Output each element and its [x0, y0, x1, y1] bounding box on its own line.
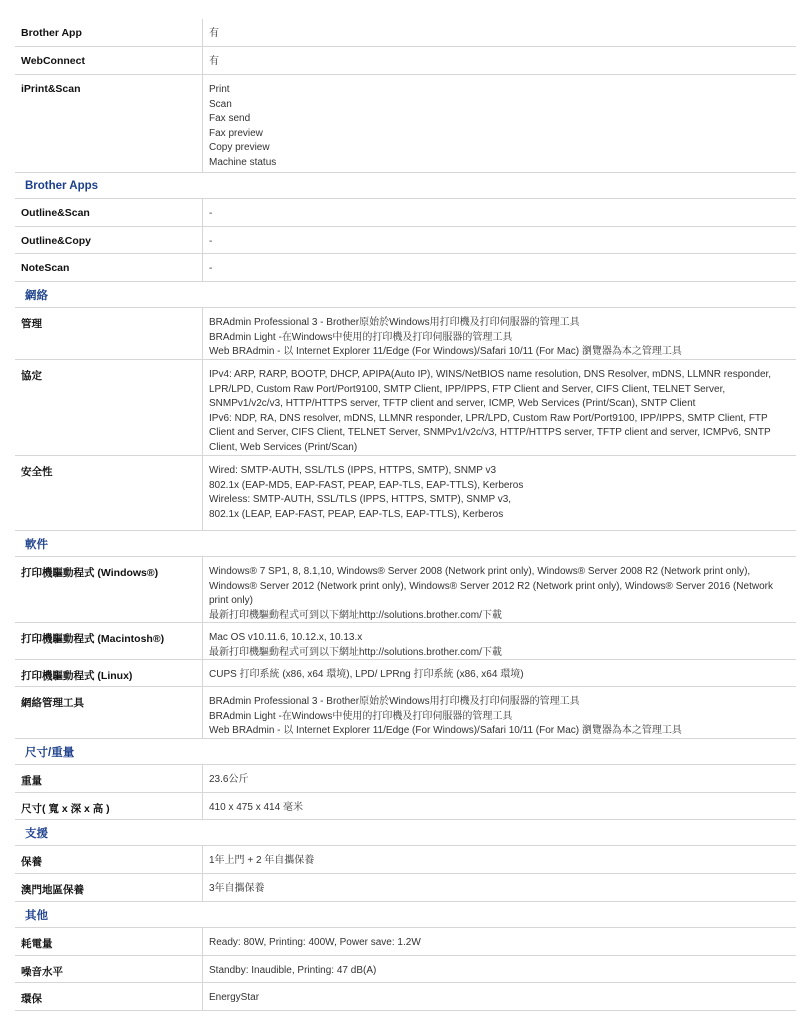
spec-value-line: CUPS 打印系統 (x86, x64 環境), LPD/ LPRng 打印系統 (x86, x64 環境)	[209, 669, 524, 680]
spec-label: 協定	[15, 360, 203, 455]
spec-label: 打印機驅動程式 (Linux)	[15, 660, 203, 686]
spec-value-line: Web BRAdmin - 以 Internet Explorer 11/Edge (For Windows)/Safari 10/11 (For Mac) 瀏覽器為本之管理工具	[209, 346, 682, 358]
spec-row	[15, 765, 796, 793]
spec-value-line: 1年上門 + 2 年自攜保養	[209, 855, 315, 866]
spec-value	[203, 928, 796, 955]
spec-value	[203, 47, 796, 74]
spec-value	[203, 874, 796, 901]
spec-value	[203, 227, 796, 253]
spec-value-line: 最新打印機驅動程式可到以下網址http://solutions.brother.com/下載	[209, 646, 502, 658]
spec-value	[203, 846, 796, 873]
spec-value-line: 3年自攜保養	[209, 883, 265, 894]
spec-row	[15, 846, 796, 874]
spec-value-line: BRAdmin Light -在Windows中使用的打印機及打印伺服器的管理工具	[209, 331, 513, 343]
spec-row	[15, 456, 796, 531]
spec-row	[15, 199, 796, 227]
spec-value	[203, 956, 796, 982]
spec-value	[203, 254, 796, 281]
spec-value	[203, 623, 796, 659]
spec-value-line: Wireless: SMTP-AUTH, SSL/TLS (IPPS, HTTPS, SMTP), SNMP v3,	[209, 494, 512, 506]
spec-value	[203, 75, 796, 172]
spec-value-line: -	[209, 263, 213, 274]
spec-value-line: Print	[209, 84, 230, 95]
spec-value-line: Fax send	[209, 113, 251, 125]
spec-label: iPrint&Scan	[15, 75, 203, 172]
spec-value-line: -	[209, 236, 213, 247]
spec-value-line: Copy preview	[209, 142, 270, 154]
spec-value-line: 802.1x (EAP-MD5, EAP-FAST, PEAP, EAP-TLS, EAP-TTLS), Kerberos	[209, 479, 524, 491]
spec-value-line: IPv6: NDP, RA, DNS resolver, mDNS, LLMNR responder, LPR/LPD, Custom Raw Port/Port9100, IPP/IPPS, SMTP Client, FTP Client and Server, CIFS Client, TELNET Server, SNMPv1/v2c/v3, HTTP/HTTPS server, TFTP client and server, ICMPv6, SNTP Client, Web Services (Print/Scan)	[209, 412, 771, 453]
spec-label: 管理	[15, 308, 203, 359]
spec-value-line: Web BRAdmin - 以 Internet Explorer 11/Edge (For Windows)/Safari 10/11 (For Mac) 瀏覽器為本之管理工具	[209, 725, 682, 737]
section-heading: 其他	[15, 902, 796, 928]
spec-label: WebConnect	[15, 47, 203, 74]
spec-value-line: IPv4: ARP, RARP, BOOTP, DHCP, APIPA(Auto IP), WINS/NetBIOS name resolution, DNS Resolver, mDNS, LLMNR responder, LPR/LPD, Custom Raw Port/Port9100, SMTP Client, IPP/IPPS, FTP Client and Server, CIFS Client, TELNET Server, SNMPv1/v2c/v3, HTTP/HTTPS server, TFTP client and server, ICMP, Web Services (Print/Scan), SNTP Client	[209, 369, 772, 410]
spec-value-line: -	[209, 208, 213, 219]
spec-row	[15, 956, 796, 983]
section-heading: 尺寸/重量	[15, 739, 796, 765]
section-heading: 網絡	[15, 282, 796, 308]
spec-value-line: BRAdmin Professional 3 - Brother原始於Windows用打印機及打印伺服器的管理工具	[209, 317, 580, 328]
spec-label: NoteScan	[15, 254, 203, 281]
spec-row	[15, 227, 796, 254]
spec-value	[203, 660, 796, 686]
spec-label: 安全性	[15, 456, 203, 530]
spec-label: 網絡管理工具	[15, 687, 203, 738]
section-heading: Brother Apps	[15, 173, 796, 199]
spec-value	[203, 983, 796, 1010]
spec-label: 打印機驅動程式 (Windows®)	[15, 557, 203, 622]
spec-value-line: EnergyStar	[209, 992, 260, 1003]
spec-row	[15, 254, 796, 282]
spec-row	[15, 874, 796, 902]
spec-value-line: BRAdmin Professional 3 - Brother原始於Windows用打印機及打印伺服器的管理工具	[209, 696, 580, 707]
spec-row	[15, 660, 796, 687]
spec-label: 環保	[15, 983, 203, 1010]
spec-table	[15, 19, 796, 1011]
spec-row	[15, 983, 796, 1011]
spec-row	[15, 793, 796, 820]
spec-label: Outline&Copy	[15, 227, 203, 253]
spec-value	[203, 456, 796, 530]
spec-value	[203, 199, 796, 226]
spec-value-line: Ready: 80W, Printing: 400W, Power save: 1.2W	[209, 937, 421, 948]
spec-value-line: Mac OS v10.11.6, 10.12.x, 10.13.x	[209, 632, 363, 643]
spec-value-line: 802.1x (LEAP, EAP-FAST, PEAP, EAP-TLS, EAP-TTLS), Kerberos	[209, 508, 504, 520]
spec-value-line: Scan	[209, 98, 232, 110]
spec-value-line: Windows® 7 SP1, 8, 8.1,10, Windows® Server 2008 (Network print only), Windows® Server 2008 R2 (Network print only), Windows® Server 2012 (Network print only), Windows® Server 2012 R2 (Network print only), Windows® Server 2016 (Network print only)	[209, 566, 773, 607]
section-heading: 軟件	[15, 531, 796, 557]
spec-value-line: 最新打印機驅動程式可到以下網址http://solutions.brother.com/下載	[209, 609, 502, 621]
spec-label: 噪音水平	[15, 956, 203, 982]
section-heading: 支援	[15, 820, 796, 846]
spec-label: 重量	[15, 765, 203, 792]
spec-row	[15, 75, 796, 173]
spec-row	[15, 308, 796, 360]
spec-value-line: Standby: Inaudible, Printing: 47 dB(A)	[209, 965, 377, 976]
spec-value-line: Machine status	[209, 156, 277, 168]
spec-value	[203, 308, 796, 359]
spec-value	[203, 19, 796, 46]
spec-row	[15, 47, 796, 75]
spec-row	[15, 360, 796, 456]
spec-label: 耗電量	[15, 928, 203, 955]
spec-row	[15, 557, 796, 623]
spec-value	[203, 557, 796, 622]
spec-value-line: 410 x 475 x 414 毫米	[209, 802, 303, 813]
spec-label: Outline&Scan	[15, 199, 203, 226]
spec-label: 打印機驅動程式 (Macintosh®)	[15, 623, 203, 659]
spec-label: 澳門地區保養	[15, 874, 203, 901]
spec-row	[15, 623, 796, 660]
spec-value	[203, 687, 796, 738]
spec-value	[203, 793, 796, 819]
spec-row	[15, 928, 796, 956]
spec-label: 尺寸( 寬 x 深 x 高 )	[15, 793, 203, 819]
spec-row	[15, 19, 796, 47]
spec-row	[15, 687, 796, 739]
spec-value-line: 有	[209, 28, 219, 39]
spec-value-line: 有	[209, 56, 219, 67]
spec-label: Brother App	[15, 19, 203, 46]
spec-value-line: BRAdmin Light -在Windows中使用的打印機及打印伺服器的管理工具	[209, 710, 513, 722]
spec-value-line: Fax preview	[209, 127, 263, 139]
spec-label: 保養	[15, 846, 203, 873]
spec-value	[203, 765, 796, 792]
spec-value-line: 23.6公斤	[209, 774, 249, 785]
spec-value	[203, 360, 796, 455]
spec-value-line: Wired: SMTP-AUTH, SSL/TLS (IPPS, HTTPS, SMTP), SNMP v3	[209, 465, 497, 476]
